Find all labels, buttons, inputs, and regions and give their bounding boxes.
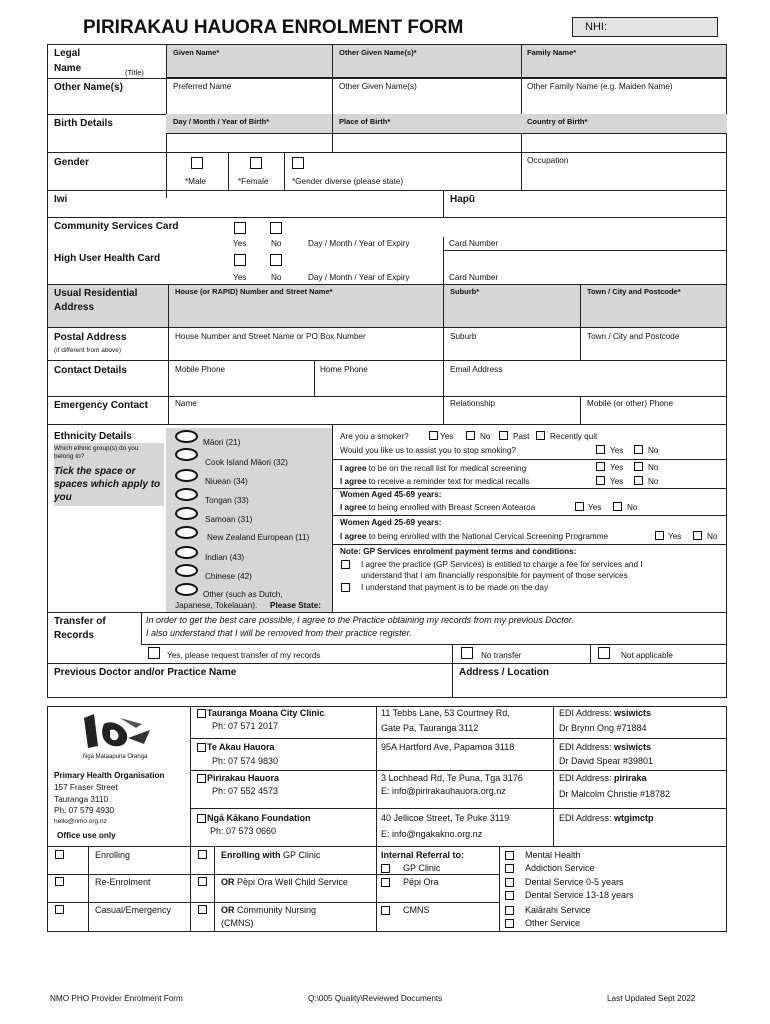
gp-clinic: GP Clinic — [283, 850, 321, 860]
iwi-label[interactable]: Iwi — [54, 194, 68, 205]
tick-hint1: Tick the space or — [54, 466, 136, 477]
clinic-address: 3 Lochhead Rd, Te Puna, Tga 3176 — [381, 773, 523, 783]
nz-european-option[interactable] — [175, 526, 198, 539]
suburb-label[interactable]: Suburb* — [450, 287, 480, 296]
casual-checkbox[interactable] — [55, 905, 64, 914]
smoker-past-label: Past — [513, 432, 530, 441]
note-line2: understand that I am financially responsible for payment of those services — [361, 571, 628, 580]
smoker-no-label: No — [480, 432, 491, 441]
csc-yes-checkbox[interactable] — [234, 222, 246, 234]
note-heading: Note: GP Services enrolment payment terms and conditions: — [340, 547, 577, 556]
legal-label: Legal — [54, 48, 81, 59]
mobile-field[interactable]: Mobile Phone — [175, 365, 226, 374]
clinic-phone: Ph: 07 571 2017 — [212, 721, 279, 731]
service-label: Dental Service 0-5 years — [525, 877, 624, 887]
form-title: PIRIRAKAU HAUORA ENROLMENT FORM — [83, 17, 464, 38]
service-checkbox[interactable] — [505, 878, 514, 887]
logo-text: Ngā Mataapuna Oranga — [83, 754, 148, 760]
referral-gp-label: GP Clinic — [403, 863, 441, 873]
payment-checkbox[interactable] — [341, 583, 350, 592]
other-ethnicity-1: Other (such as Dutch, — [203, 590, 283, 599]
male-label: *Male — [185, 177, 206, 186]
reenrol-checkbox[interactable] — [55, 877, 64, 886]
postal-label: Postal Address — [54, 332, 127, 343]
ethnicity-label: Ethnicity Details — [54, 431, 132, 442]
csc-no-checkbox[interactable] — [270, 222, 282, 234]
clinic-name: Te Akau Hauora — [207, 742, 275, 752]
no-transfer-label: No transfer — [481, 651, 522, 660]
service-checkbox[interactable] — [505, 906, 514, 915]
note-line3: I understand that payment is to be made on the day — [361, 583, 549, 592]
reminder-line — [340, 477, 529, 487]
huhc-yes-checkbox[interactable] — [234, 254, 246, 266]
other-family-field[interactable]: Other Family Name (e.g. Maiden Name) — [527, 82, 673, 91]
reminder-yes-checkbox[interactable] — [596, 476, 605, 485]
service-checkbox[interactable] — [505, 891, 514, 900]
legal-name-fields — [166, 44, 727, 78]
breast-text: to being enrolled with Breast Screen Aotearoa — [368, 503, 536, 512]
recall-no-checkbox[interactable] — [634, 462, 643, 471]
pho-line2: 157 Fraser Street — [54, 783, 118, 792]
service-checkbox[interactable] — [505, 851, 514, 860]
clinic-checkbox[interactable] — [197, 743, 206, 752]
other-given-label[interactable]: Other Given Name(s)* — [339, 48, 417, 57]
edi-label: EDI Address: — [559, 708, 612, 718]
cook-island-option[interactable] — [175, 448, 198, 461]
assist-no-checkbox[interactable] — [634, 445, 643, 454]
pho-line1: Primary Health Organisation — [54, 771, 165, 780]
edi-value: wtgimctp — [614, 813, 654, 823]
recall-text: to be on the recall list for medical screening — [368, 464, 527, 473]
hapu-label[interactable]: Hapū — [450, 194, 475, 205]
service-label: Mental Health — [525, 850, 581, 860]
dob-label[interactable]: Day / Month / Year of Birth* — [173, 117, 270, 126]
referral-cmns-label: CMNS — [403, 905, 430, 915]
recall-yes-label: Yes — [610, 463, 624, 472]
clinic-edi — [559, 813, 654, 824]
breast-no-checkbox[interactable] — [613, 502, 622, 511]
clinic-phone: Ph: 07 573 0660 — [210, 826, 277, 836]
or-text: OR — [221, 905, 235, 915]
previous-address-label[interactable]: Address / Location — [459, 667, 550, 678]
cn-checkbox[interactable] — [198, 905, 207, 914]
cervical-yes-label: Yes — [668, 532, 682, 541]
please-state-label: Please State: — [270, 601, 321, 610]
smoker-recent-checkbox[interactable] — [536, 431, 545, 440]
agree-text: I agree — [340, 464, 367, 473]
office-use-label: Office use only — [57, 831, 116, 840]
tongan-option[interactable] — [175, 488, 198, 501]
service-label: Kaiārahi Service — [525, 905, 591, 915]
footer-right: Last Updated Sept 2022 — [607, 994, 696, 1003]
transfer-label: Transfer of — [54, 616, 106, 627]
gender-label: Gender — [54, 157, 90, 168]
emergency-mobile-field[interactable]: Mobile (or other) Phone — [587, 399, 674, 408]
clinic-phone: Ph: 07 574 9830 — [212, 756, 279, 766]
other-ethnicity-option[interactable] — [175, 583, 198, 596]
preferred-name-field[interactable]: Preferred Name — [173, 82, 232, 91]
smoker-past-checkbox[interactable] — [499, 431, 508, 440]
reenrol-label: Re-Enrolment — [95, 877, 151, 887]
breast-yes-checkbox[interactable] — [575, 502, 584, 511]
indian-option[interactable] — [175, 546, 198, 559]
pepi-line — [221, 877, 348, 888]
edi-value: wsiwicts — [614, 742, 652, 752]
service-checkbox[interactable] — [505, 864, 514, 873]
clinic-checkbox[interactable] — [197, 814, 206, 823]
edi-label: EDI Address: — [559, 813, 612, 823]
clinic-name: Pirirakau Hauora — [207, 773, 280, 783]
email-field[interactable]: Email Address — [450, 365, 503, 374]
recall-yes-checkbox[interactable] — [596, 462, 605, 471]
assist-yes-checkbox[interactable] — [596, 445, 605, 454]
relationship-field[interactable]: Relationship — [450, 399, 496, 408]
cn-line — [221, 905, 316, 916]
clinic-name: Ngā Kākano Foundation — [207, 813, 311, 823]
cervical-no-checkbox[interactable] — [693, 531, 702, 540]
given-name-label[interactable]: Given Name* — [173, 48, 220, 57]
breast-no-label: No — [627, 503, 638, 512]
agree-text: I agree — [340, 532, 367, 541]
csc-label: Community Services Card — [54, 221, 179, 232]
footer-left: NMO PHO Provider Enrolment Form — [50, 994, 183, 1003]
cervical-line — [340, 532, 608, 542]
clinic-phone: Ph: 07 552 4573 — [212, 786, 279, 796]
transfer-yes-checkbox[interactable] — [148, 647, 160, 659]
service-label: Addiction Service — [525, 863, 595, 873]
tick-hint2: spaces which apply to — [54, 479, 161, 490]
nhi-label: NHI: — [585, 21, 607, 33]
ethnicity-sub1: Which ethnic group(s) do you — [54, 445, 139, 452]
samoan-option[interactable] — [175, 507, 198, 520]
home-phone-field[interactable]: Home Phone — [320, 365, 368, 374]
nmo-logo — [80, 710, 152, 752]
or-text: OR — [221, 877, 235, 887]
smoker-yes-checkbox[interactable] — [429, 431, 438, 440]
ethnicity-option: Tongan (33) — [205, 496, 249, 505]
maori-option[interactable] — [175, 430, 198, 443]
clinic-address: 11 Tebbs Lane, 53 Courtney Rd, — [381, 708, 510, 718]
clinic-address2: E: info@pirirakauhauora.org.nz — [381, 786, 506, 796]
no-transfer-checkbox[interactable] — [461, 647, 473, 659]
agree-text: I agree — [340, 503, 367, 512]
gp-checkbox[interactable] — [198, 850, 207, 859]
transfer-text1: In order to get the best care possible, I agree to the Practice obtaining my records from my previous Doctor. — [146, 615, 574, 625]
clinic-checkbox[interactable] — [197, 709, 206, 718]
gp-line — [221, 850, 320, 861]
smoker-question: Are you a smoker? — [340, 432, 409, 441]
huhc-no-label: No — [271, 273, 282, 282]
ethnicity-option: Cook Island Māori (32) — [205, 458, 288, 467]
reminder-yes-label: Yes — [610, 477, 624, 486]
postal-street-field[interactable]: House Number and Street Name or PO Box Number — [175, 332, 366, 341]
emergency-name-field[interactable]: Name — [175, 399, 197, 408]
smoker-no-checkbox[interactable] — [466, 431, 475, 440]
enrolling-checkbox[interactable] — [55, 850, 64, 859]
residential-label: Usual Residential — [54, 288, 138, 299]
title-hint: (Title) — [125, 68, 144, 77]
huhc-no-checkbox[interactable] — [270, 254, 282, 266]
smoker-recent-label: Recently quit — [550, 432, 598, 441]
service-label: Dental Service 13-18 years — [525, 890, 634, 900]
name-label: Name — [54, 63, 82, 74]
tick-hint3: you — [54, 492, 72, 503]
postal-suburb-field[interactable]: Suburb — [450, 332, 477, 341]
clinic-edi — [559, 742, 651, 753]
ethnicity-option: Niuean (34) — [205, 477, 248, 486]
csc-expiry-field[interactable]: Day / Month / Year of Expiry — [308, 239, 410, 248]
gp-bold: Enrolling with — [221, 850, 281, 860]
cervical-text: to being enrolled with the National Cervical Screening Programme — [368, 532, 609, 541]
assist-question: Would you like us to assist you to stop smoking? — [340, 446, 516, 455]
agree-text: I agree — [340, 477, 367, 486]
cervical-no-label: No — [707, 532, 718, 541]
place-birth-label[interactable]: Place of Birth* — [339, 117, 391, 126]
recall-no-label: No — [648, 463, 659, 472]
clinic-address2: Gate Pa, Tauranga 3112 — [381, 723, 479, 733]
postal-town-field[interactable]: Town / City and Postcode — [587, 332, 680, 341]
csc-yes-label: Yes — [233, 239, 247, 248]
referral-gp-checkbox[interactable] — [381, 864, 390, 873]
ethnicity-option: Māori (21) — [203, 438, 241, 447]
referral-label: Internal Referral to: — [381, 850, 465, 860]
pho-line4: Ph: 07 579 4930 — [54, 806, 115, 815]
other-given-field[interactable]: Other Given Name(s) — [339, 82, 417, 91]
footer-mid: Q:\005 Quality\Reviewed Documents — [308, 994, 443, 1003]
not-applicable-checkbox[interactable] — [598, 647, 610, 659]
pepi-checkbox[interactable] — [198, 877, 207, 886]
chinese-option[interactable] — [175, 564, 198, 577]
csc-card-field[interactable]: Card Number — [449, 239, 499, 248]
clinic-doctor: Dr Malcolm Christie #18782 — [559, 789, 671, 799]
occupation-field[interactable]: Occupation — [527, 156, 569, 165]
birth-label: Birth Details — [54, 118, 113, 129]
female-checkbox[interactable] — [250, 157, 262, 169]
clinic-name: Tauranga Moana City Clinic — [207, 708, 325, 718]
other-ethnicity-2: Japanese, Tokelauan). — [175, 601, 258, 610]
ethnicity-option: Indian (43) — [205, 553, 245, 562]
clinic-checkbox[interactable] — [197, 774, 206, 783]
clinic-edi — [559, 773, 647, 784]
assist-yes-label: Yes — [610, 446, 624, 455]
service-label: Other Service — [525, 918, 581, 928]
csc-no-label: No — [271, 239, 282, 248]
edi-value: wsiwicts — [614, 708, 652, 718]
referral-pepi-label: Pēpi Ora — [403, 877, 439, 887]
contact-label: Contact Details — [54, 365, 127, 376]
reminder-no-label: No — [648, 477, 659, 486]
other-names-label: Other Name(s) — [54, 82, 123, 93]
cn-sub: (CMNS) — [221, 918, 254, 928]
transfer-yes-label: Yes, please request transfer of my records — [167, 651, 321, 660]
male-checkbox[interactable] — [191, 157, 203, 169]
referral-pepi-checkbox[interactable] — [381, 878, 390, 887]
breast-heading: Women Aged 45-69 years: — [340, 490, 442, 499]
cn-label: Community Nursing — [237, 905, 317, 915]
clinic-edi — [559, 708, 651, 719]
not-applicable-label: Not applicable — [621, 651, 673, 660]
clinic-address2: E: info@ngakakno.org.nz — [381, 829, 483, 839]
niuean-option[interactable] — [175, 469, 198, 482]
edi-value: piriraka — [614, 773, 647, 783]
edi-label: EDI Address: — [559, 742, 612, 752]
reminder-text: to receive a reminder text for medical recalls — [368, 477, 530, 486]
diverse-checkbox[interactable] — [292, 157, 304, 169]
huhc-expiry-field[interactable]: Day / Month / Year of Expiry — [308, 273, 410, 282]
ethnicity-option: New Zealand European (11) — [207, 533, 310, 542]
huhc-yes-label: Yes — [233, 273, 247, 282]
address-label: Address — [54, 302, 95, 313]
huhc-card-field[interactable]: Card Number — [449, 273, 499, 282]
cervical-yes-checkbox[interactable] — [655, 531, 664, 540]
transfer-text2: I also understand that I will be removed from their practice register. — [146, 628, 412, 638]
pho-email: hello@nmo.org.nz — [54, 818, 107, 825]
service-checkbox[interactable] — [505, 919, 514, 928]
fee-checkbox[interactable] — [341, 560, 350, 569]
clinic-doctor: Dr David Spear #39801 — [559, 756, 654, 766]
clinic-address: 40 Jellicoe Street, Te Puke 3119 — [381, 813, 510, 823]
breast-yes-label: Yes — [588, 503, 602, 512]
country-birth-label[interactable]: Country of Birth* — [527, 117, 588, 126]
clinic-doctor: Dr Brynn Ong #71884 — [559, 723, 647, 733]
records-label: Records — [54, 630, 95, 641]
diverse-label: *Gender diverse (please state) — [292, 177, 404, 186]
previous-doctor-label[interactable]: Previous Doctor and/or Practice Name — [54, 667, 237, 678]
pho-line3: Tauranga 3110 — [54, 795, 109, 804]
recall-line — [340, 464, 526, 474]
town-label[interactable]: Town / City and Postcode* — [587, 287, 681, 296]
family-name-label[interactable]: Family Name* — [527, 48, 577, 57]
nhi-field[interactable] — [572, 17, 718, 37]
huhc-label: High User Health Card — [54, 253, 161, 264]
street-label[interactable]: House (or RAPID) Number and Street Name* — [175, 287, 333, 296]
casual-label: Casual/Emergency — [95, 905, 172, 915]
female-label: *Female — [238, 177, 269, 186]
edi-label: EDI Address: — [559, 773, 612, 783]
reminder-no-checkbox[interactable] — [634, 476, 643, 485]
ethnicity-option: Samoan (31) — [205, 515, 253, 524]
clinic-address: 95A Hartford Ave, Papamoa 3118 — [381, 742, 515, 752]
ethnicity-sub2: belong to? — [54, 453, 85, 460]
enrolment-form — [47, 44, 727, 698]
ethnicity-option: Chinese (42) — [205, 572, 252, 581]
breast-line — [340, 503, 535, 513]
postal-sub: (if different from above) — [54, 347, 122, 354]
assist-no-label: No — [648, 446, 659, 455]
cervical-heading: Women Aged 25-69 years: — [340, 518, 442, 527]
enrolling-label: Enrolling — [95, 850, 131, 860]
referral-cmns-checkbox[interactable] — [381, 906, 390, 915]
note-line1: I agree the practice (GP Services) is entitled to charge a fee for services and I — [361, 560, 643, 569]
smoker-yes-label: Yes — [440, 432, 454, 441]
pepi-label: Pēpi Ora Well Child Service — [237, 877, 348, 887]
emergency-label: Emergency Contact — [54, 400, 148, 411]
